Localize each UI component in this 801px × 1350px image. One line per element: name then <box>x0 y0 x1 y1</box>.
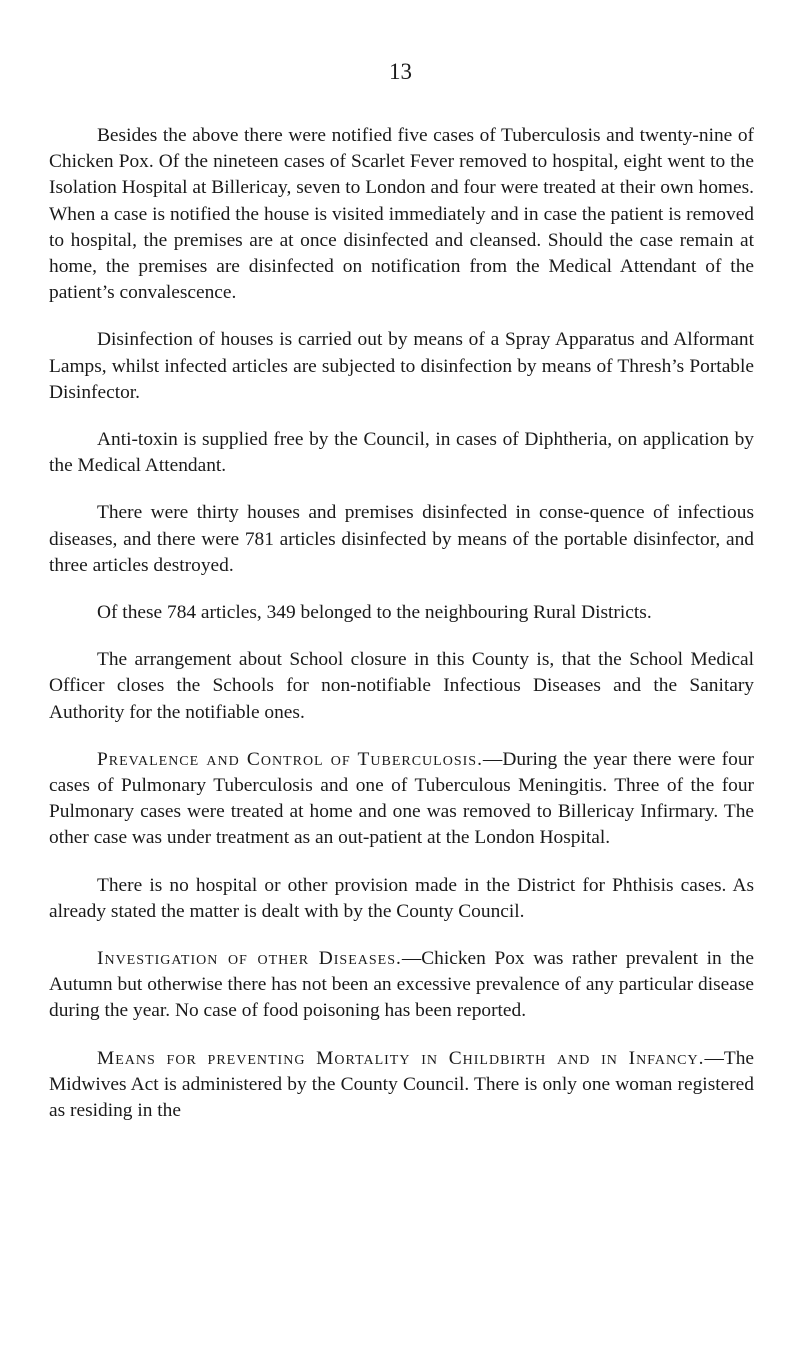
paragraph-notifications <box>49 123 754 306</box>
section-heading: Means for preventing Mortality in Childbirth and in Infancy. <box>97 1047 705 1069</box>
paragraph-tuberculosis <box>49 747 754 852</box>
paragraph-other-diseases <box>49 946 754 1025</box>
paragraph-text: There were thirty houses and premises disinfected in conse-quence of infectious diseases, and there were 781 articles disinfected by means of the portable disinfector, and three articles destroyed. <box>49 502 754 576</box>
paragraph-disinfection-methods <box>49 327 754 406</box>
section-heading: Prevalence and Control of Tuberculosis. <box>97 748 483 770</box>
paragraph-text: Besides the above there were notified five cases of Tuberculosis and twenty-nine of Chicken Pox. Of the nineteen cases of Scarlet Fever removed to hospital, eight went to the Isolation Hospital at Billericay, seven to London and four were treated at their own homes. When a case is notified the house is visited immediately and in case the patient is removed to hospital, the premises are at once disinfected and cleansed. Should the case remain at home, the premises are disinfected on notification from the Medical Attendant of the patient’s convalescence. <box>49 125 754 304</box>
paragraph-premises-disinfected <box>49 500 754 579</box>
paragraph-text: —The Midwives Act is administered by the County Council. There is only one woman registered as residing in the <box>49 1047 754 1122</box>
paragraph-childbirth-mortality <box>49 1046 754 1125</box>
paragraph-text: —During the year there were four cases of Pulmonary Tuberculosis and one of Tuberculous Meningitis. Three of the four Pulmonary cases were treated at home and one was removed to Billericay Infirmary. The other case was under treatment as an out-patient at the London Hospital. <box>49 748 754 849</box>
paragraph-articles <box>49 600 754 626</box>
paragraph-text: Of these 784 articles, 349 belonged to the neighbouring Rural Districts. <box>97 602 652 624</box>
paragraph-anti-toxin <box>49 427 754 479</box>
paragraph-school-closure <box>49 647 754 726</box>
paragraph-text: Disinfection of houses is carried out by means of a Spray Apparatus and Alformant Lamps, whilst infected articles are subjected to disinfection by means of Thresh’s Portable Disinfector. <box>49 329 754 403</box>
paragraph-text: Anti-toxin is supplied free by the Council, in cases of Diphtheria, on application by the Medical Attendant. <box>49 429 754 477</box>
paragraph-phthisis <box>49 873 754 925</box>
body-text <box>49 123 754 1145</box>
page-number: 13 <box>389 59 412 84</box>
paragraph-text: —Chicken Pox was rather prevalent in the Autumn but otherwise there has not been an excessive prevalence of any particular disease during the year. No case of food poisoning has been reported. <box>49 948 754 1022</box>
section-heading: Investigation of other Diseases. <box>97 948 402 970</box>
paragraph-text: There is no hospital or other provision made in the District for Phthisis cases. As already stated the matter is dealt with by the County Council. <box>49 874 754 922</box>
paragraph-text: The arrangement about School closure in this County is, that the School Medical Officer closes the Schools for non-notifiable Infectious Diseases and the Sanitary Authority for the notifiable ones. <box>49 649 754 723</box>
